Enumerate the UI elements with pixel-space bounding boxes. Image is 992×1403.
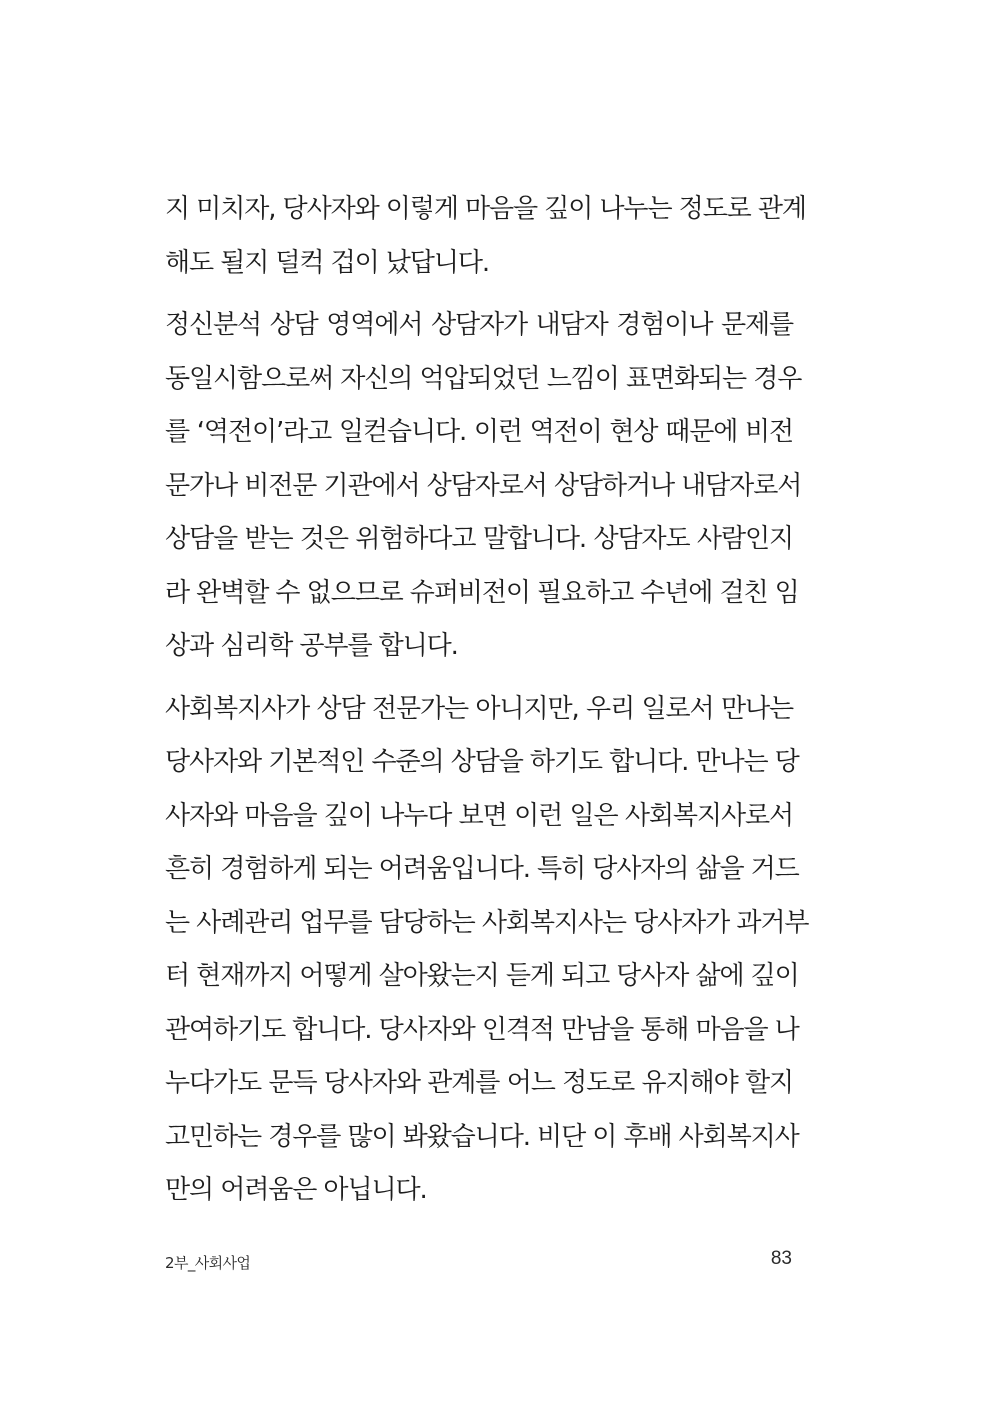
text-line: 터 현재까지 어떻게 살아왔는지 듣게 되고 당사자 삶에 깊이 — [165, 961, 799, 991]
paragraph — [165, 299, 802, 674]
page-body — [165, 183, 809, 1227]
text-line: 해도 될지 덜컥 겁이 났답니다. — [165, 247, 490, 278]
paragraph — [165, 183, 806, 290]
text-line: 사회복지사가 상담 전문가는 아니지만, 우리 일로서 만나는 — [165, 693, 793, 724]
text-line: 라 완벽할 수 없으므로 슈퍼비전이 필요하고 수년에 걸친 임 — [165, 577, 799, 608]
text-line: 동일시함으로써 자신의 억압되었던 느낌이 표면화되는 경우 — [165, 363, 802, 394]
text-line: 관여하기도 합니다. 당사자와 인격적 만남을 통해 마음을 나 — [165, 1014, 799, 1045]
text-line: 고민하는 경우를 많이 봐왔습니다. 비단 이 후배 사회복지사 — [165, 1121, 799, 1152]
text-line: 상과 심리학 공부를 합니다. — [165, 631, 458, 661]
paragraph — [165, 683, 809, 1218]
text-line: 누다가도 문득 당사자와 관계를 어느 정도로 유지해야 할지 — [165, 1068, 793, 1098]
footer-section-label: 2부_사회사업 — [165, 1254, 251, 1272]
text-line: 문가나 비전문 기관에서 상담자로서 상담하거나 내담자로서 — [165, 470, 802, 501]
text-line: 정신분석 상담 영역에서 상담자가 내담자 경험이나 문제를 — [165, 310, 793, 340]
text-line: 는 사례관리 업무를 담당하는 사회복지사는 당사자가 과거부 — [165, 907, 809, 938]
text-line: 흔히 경험하게 되는 어려움입니다. 특히 당사자의 삶을 거드 — [165, 854, 799, 884]
page-number: 83 — [770, 1248, 792, 1269]
text-line: 당사자와 기본적인 수준의 상담을 하기도 합니다. 만나는 당 — [165, 747, 799, 777]
text-line: 를 ‘역전이’라고 일컫습니다. 이런 역전이 현상 때문에 비전 — [165, 417, 793, 447]
text-line: 지 미치자, 당사자와 이렇게 마음을 깊이 나누는 정도로 관계 — [165, 194, 806, 224]
text-line: 사자와 마음을 깊이 나누다 보면 이런 일은 사회복지사로서 — [165, 800, 793, 831]
text-line: 상담을 받는 것은 위험하다고 말합니다. 상담자도 사람인지 — [165, 524, 793, 554]
text-line: 만의 어려움은 아닙니다. — [165, 1175, 427, 1205]
